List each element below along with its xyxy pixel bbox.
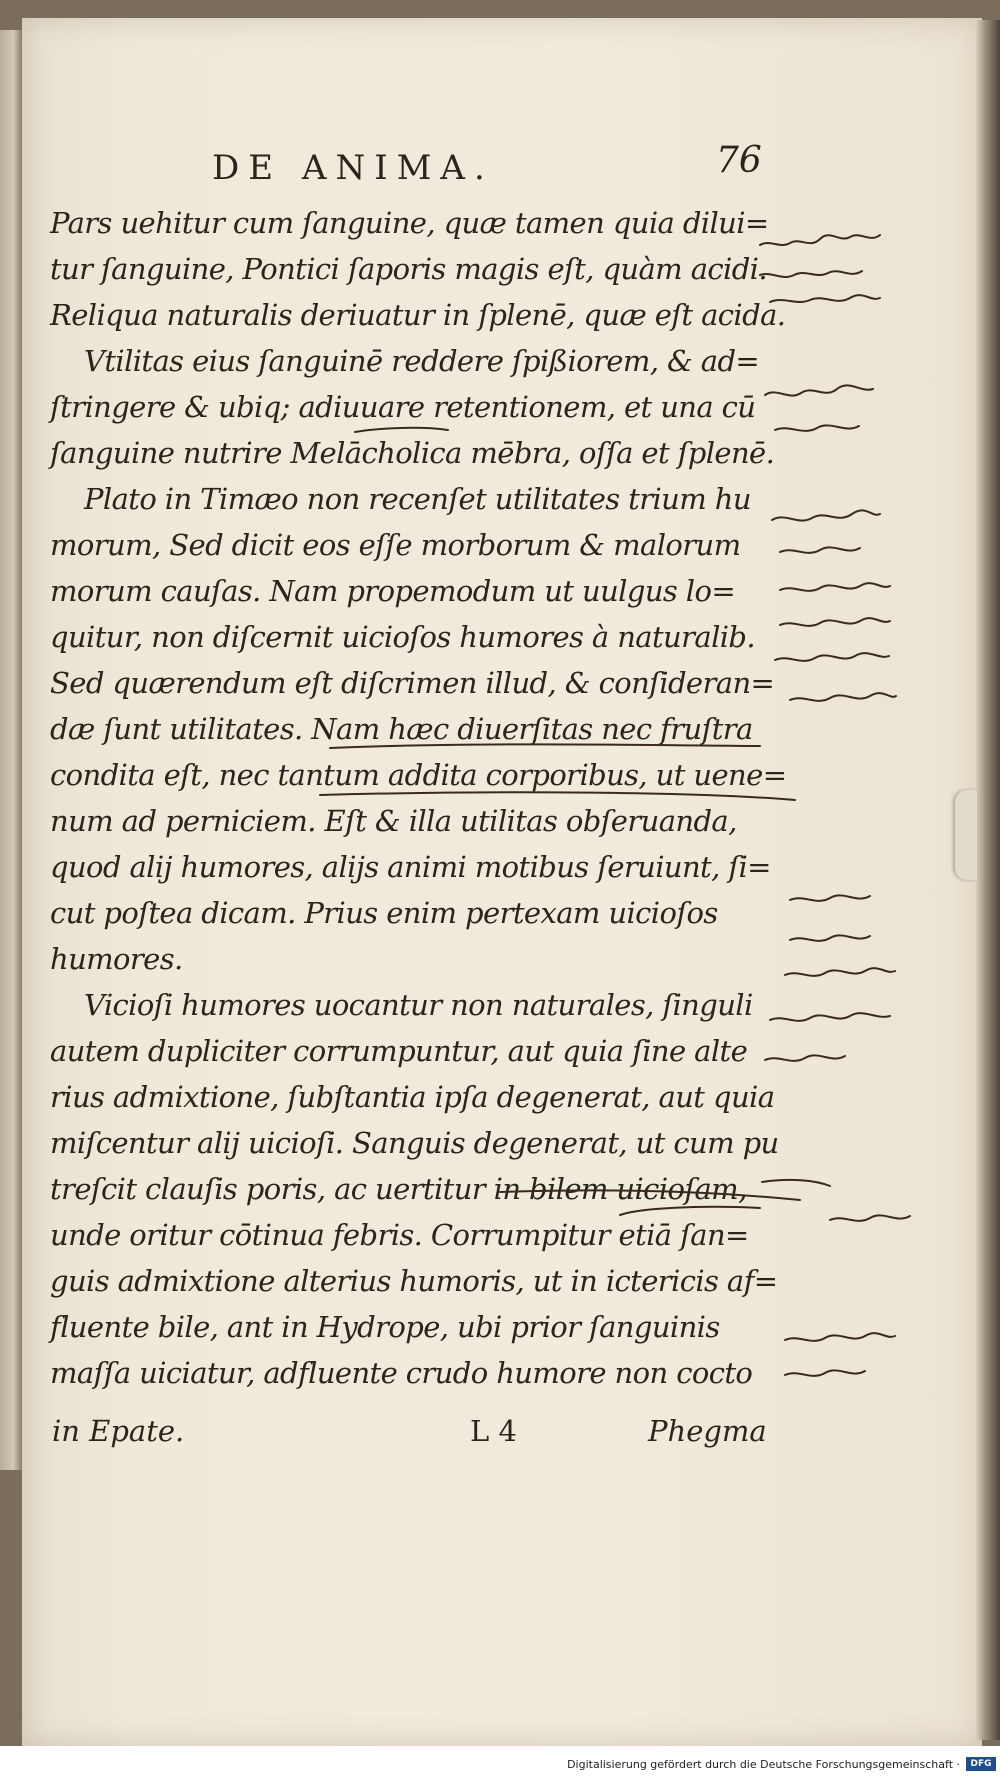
text-line: Plato in Timæo non recenſet utilitates trium hu [84,482,751,516]
text-line: condita eſt, nec tantum addita corporibus, ut uene= [50,758,787,792]
text-line: ſanguine nutrire Melācholica mēbra, oſſa et ſplenē. [50,436,775,470]
signature-mark: L 4 [470,1414,517,1448]
text-line: Reliqua naturalis deriuatur in ſplenē, quæ eſt acida. [50,298,786,332]
page-tab [955,790,977,880]
catchline-last-words: in Epate. [52,1414,185,1448]
folio-number: 76 [716,140,762,181]
body-text [50,200,787,1396]
text-line: quod alij humores, alijs animi motibus ſeruiunt, ſi= [50,850,771,884]
digitization-credit: Digitalisierung gefördert durch die Deutsche Forschungsgemeinschaft · [567,1758,960,1771]
text-line: ſtringere & ubiq; adiuuare retentionem, et una cū [50,390,756,424]
text-line: fluente bile, ant in Hydrope, ubi prior ſanguinis [50,1310,720,1344]
text-line: humores. [50,942,183,976]
text-line: morum, Sed dicit eos eſſe morborum & malorum [50,528,741,562]
text-line: dæ ſunt utilitates. Nam hæc diuerſitas nec fruſtra [50,712,753,746]
text-line: Sed quærendum eſt diſcrimen illud, & conſideran= [50,666,775,700]
text-line: rius admixtione, ſubſtantia ipſa degenerat, aut quia [50,1080,775,1114]
text-line: quitur, non diſcernit uicioſos humores à naturalib. [50,620,756,654]
text-line: treſcit clauſis poris, ac uertitur in bilem uicioſam, [50,1172,747,1206]
text-line: miſcentur alij uicioſi. Sanguis degenerat, ut cum pu [50,1126,779,1160]
text-line: autem dupliciter corrumpuntur, aut quia ſine alte [50,1034,748,1068]
text-line: maſſa uiciatur, adfluente crudo humore non cocto [50,1356,753,1390]
page-fore-edge [976,20,1000,1740]
text-line: num ad perniciem. Eſt & illa utilitas obſeruanda, [50,804,737,838]
text-line: Vicioſi humores uocantur non naturales, ſinguli [84,988,753,1022]
text-line: morum cauſas. Nam propemodum ut uulgus lo= [50,574,736,608]
text-line: cut poſtea dicam. Prius enim pertexam uicioſos [50,896,718,930]
catchword: Phegma [648,1414,767,1448]
dfg-logo: DFG [966,1757,996,1771]
text-line: Vtilitas eius ſanguinē reddere ſpißiorem, & ad= [84,344,760,378]
text-line: unde oritur cōtinua febris. Corrumpitur etiā ſan= [50,1218,749,1252]
facing-page-edge [0,30,22,1470]
running-head: DE ANIMA. [212,148,494,188]
text-line: Pars uehitur cum ſanguine, quæ tamen quia dilui= [50,206,769,240]
text-line: tur ſanguine, Pontici ſaporis magis eſt, quàm acidi. [50,252,767,286]
text-line: guis admixtione alterius humoris, ut in ictericis af= [50,1264,778,1298]
catchline [52,1414,772,1454]
